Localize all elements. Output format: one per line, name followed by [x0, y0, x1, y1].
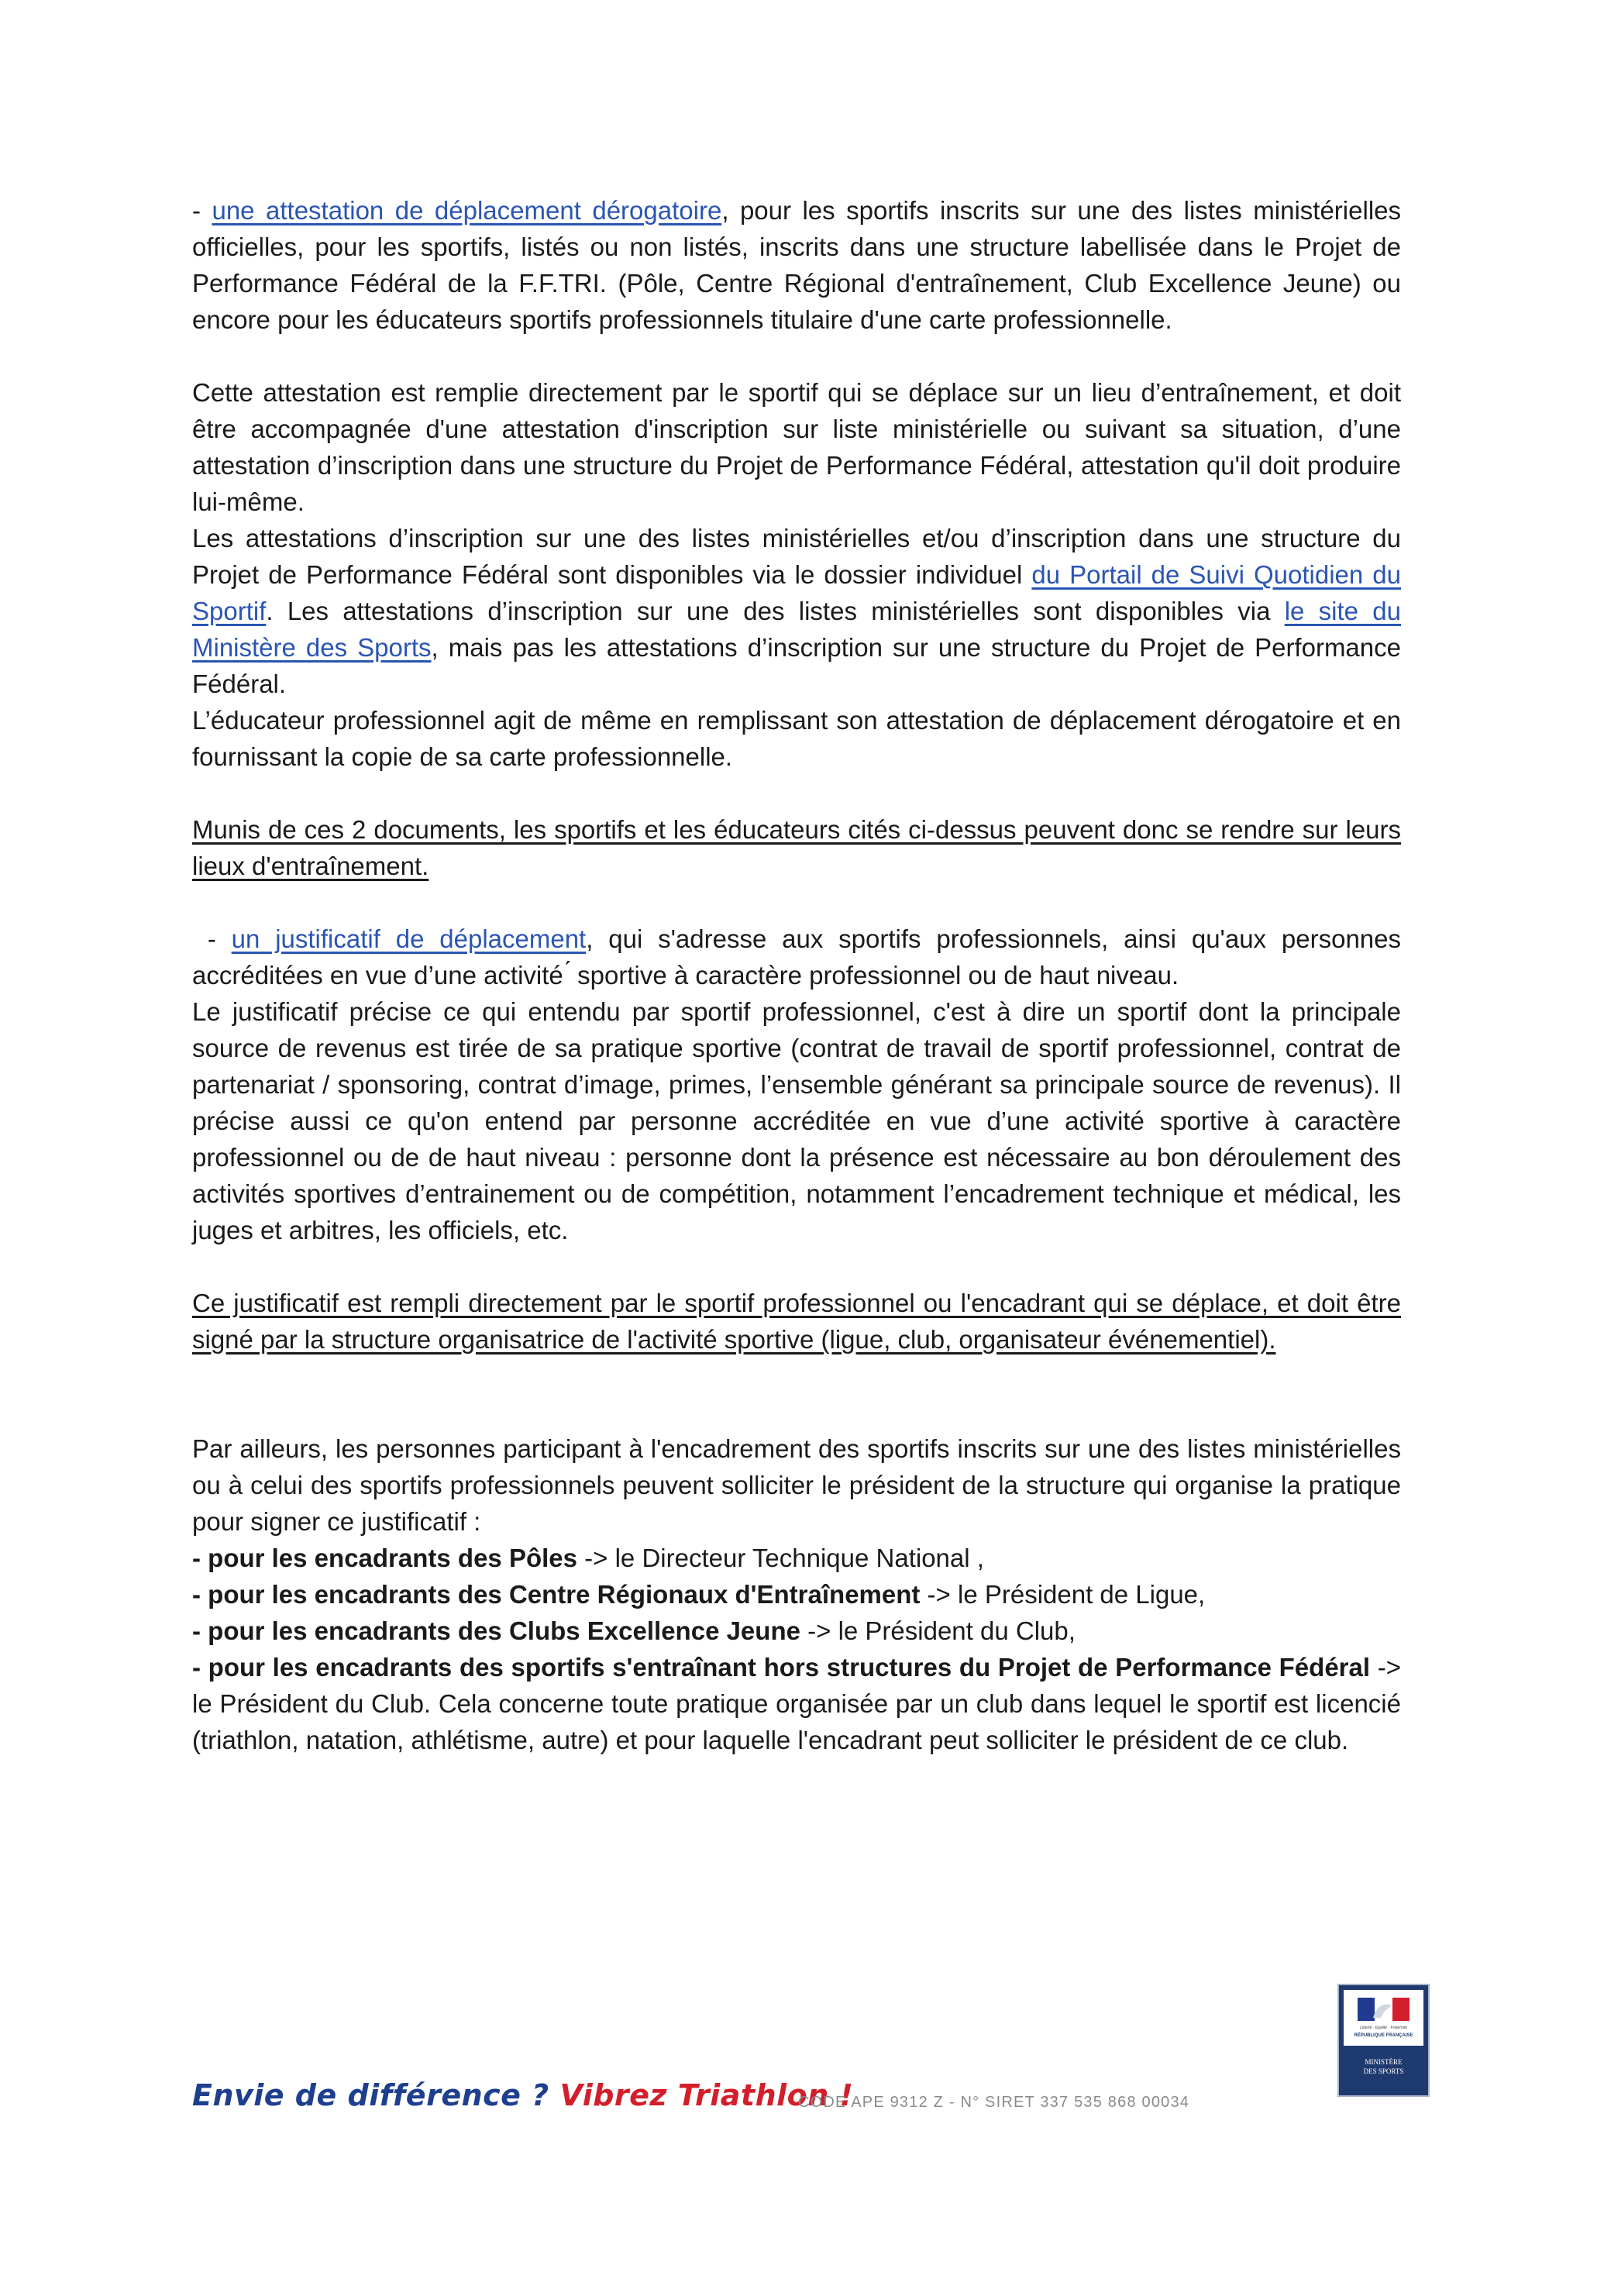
paragraph-text: Les attestations d’inscription sur une des listes ministérielles et/ou d’inscription dans une structure du Projet de Performance Fédéral sont disponibles via le dossier individuel [192, 524, 1401, 589]
paragraph-educateur: L’éducateur professionnel agit de même en remplissant son attestation de déplacement dérogatoire et en fournissant la copie de sa carte professionnelle. [192, 706, 1401, 771]
list-item-text: -> le Président du Club. Cela concerne toute pratique organisée par un club dans lequel le sportif est licencié (triathlon, natation, athlétisme, autre) et pour laquelle l'encadrant peut solliciter le président de ce club. [192, 1653, 1401, 1754]
company-code: CODE APE 9312 Z - N° SIRET 337 535 868 00034 [798, 2094, 1190, 2111]
marianne-flag-icon [1358, 1998, 1410, 2021]
list-item [192, 1540, 1401, 1576]
logo-republique: RÉPUBLIQUE FRANÇAISE [1354, 2033, 1413, 2038]
list-dash: - [192, 196, 212, 225]
paragraph-justificatif [192, 921, 1401, 993]
logo-marianne-block [1344, 1990, 1423, 2046]
list-item [192, 1613, 1401, 1649]
paragraph-attestation [192, 192, 1401, 338]
logo-ministry-text [1339, 2057, 1428, 2076]
paragraph-munis-documents: Munis de ces 2 documents, les sportifs et les éducateurs cités ci-dessus peuvent donc se rendre sur leurs lieux d'entraînement. [192, 815, 1401, 880]
paragraph-justificatif-details: Le justificatif précise ce qui entendu par sportif professionnel, c'est à dire un sportif dont la principale source de revenus est tirée de sa pratique sportive (contrat de travail de sportif professionnel, contrat de partenariat / sponsoring, contrat d’image, primes, l’ensemble générant sa principale source de revenus). Il précise aussi ce qu'on entend par personne accréditée en vue d’une activité sportive à caractère professionnel ou de de haut niveau : personne dont la présence est nécessaire au bon déroulement des activités sportives d’entrainement ou de compétition, notamment l’encadrement technique et médical, les juges et arbitres, les officiels, etc. [192, 997, 1401, 1244]
justificatif-link[interactable]: un justificatif de déplacement [231, 924, 587, 953]
list-item-bold: - pour les encadrants des Centre Régionaux d'Entraînement [192, 1580, 921, 1609]
paragraph-justificatif-signature: Ce justificatif est rempli directement par le sportif professionnel ou l'encadrant qui se déplace, et doit être signé par la structure organisatrice de l'activité sportive (ligue, club, organisateur événementiel). [192, 1289, 1401, 1354]
slogan-part-1: Envie de différence ? [192, 2078, 549, 2112]
portail-suivi-link[interactable]: du Portail de Suivi Quotidien du Sportif [192, 560, 1401, 625]
page-footer [0, 1984, 1604, 2139]
list-item-bold: - pour les encadrants des Pôles [192, 1544, 577, 1572]
paragraph-text: , qui s'adresse aux sportifs professionnels, ainsi qu'aux personnes accréditées en vue d’une activité ́ sportive à caractère professionnel ou de haut niveau. [192, 924, 1401, 990]
slogan [192, 2078, 853, 2112]
ministere-sports-link[interactable]: le site du Ministère des Sports [192, 597, 1401, 662]
paragraph-attestation-details: Cette attestation est remplie directement par le sportif qui se déplace sur un lieu d’entraînement, et doit être accompagnée d'une attestation d'inscription sur liste ministérielle ou suivant sa situation, d’une attestation d’inscription dans une structure du Projet de Performance Fédéral, attestation qu'il doit produire lui-même. [192, 378, 1401, 516]
attestation-link[interactable]: une attestation de déplacement dérogatoire [212, 196, 722, 225]
list-item [192, 1649, 1401, 1758]
ministere-sports-logo [1337, 1984, 1430, 2097]
paragraph-text: , mais pas les attestations d’inscription sur une structure du Projet de Performance Fédéral. [192, 633, 1401, 698]
slogan-part-2: Vibrez Triathlon ! [549, 2078, 854, 2112]
list-item-bold: - pour les encadrants des sportifs s'entraînant hors structures du Projet de Performance Fédéral [192, 1653, 1371, 1682]
logo-ministry-line-2: DES SPORTS [1363, 2067, 1404, 2075]
list-item-text: -> le Directeur Technique National , [577, 1544, 984, 1572]
logo-devise: Liberté · Égalité · Fraternité [1360, 2026, 1407, 2030]
logo-ministry-line-1: MINISTÈRE [1365, 2058, 1403, 2066]
list-item-bold: - pour les encadrants des Clubs Excellence Jeune [192, 1616, 800, 1645]
list-dash: - [192, 924, 232, 953]
paragraph-text: . Les attestations d’inscription sur une des listes ministérielles sont disponibles via [266, 597, 1285, 625]
document-body [192, 192, 1401, 1758]
list-item [192, 1576, 1401, 1613]
paragraph-par-ailleurs: Par ailleurs, les personnes participant à l'encadrement des sportifs inscrits sur une des listes ministérielles ou à celui des sportifs professionnels peuvent solliciter le président de la structure qui organise la pratique pour signer ce justificatif : [192, 1434, 1401, 1536]
list-item-text: -> le Président de Ligue, [920, 1580, 1206, 1609]
paragraph-attestations-availability [192, 520, 1401, 702]
list-item-text: -> le Président du Club, [800, 1616, 1076, 1645]
paragraph-text: , pour les sportifs inscrits sur une des listes ministérielles officielles, pour les sportifs, listés ou non listés, inscrits dans une structure labellisée dans le Projet de Performance Fédéral de la F.F.TRI. (Pôle, Centre Régional d'entraînement, Club Excellence Jeune) ou encore pour les éducateurs sportifs professionnels titulaire d'une carte professionnelle. [192, 196, 1401, 334]
